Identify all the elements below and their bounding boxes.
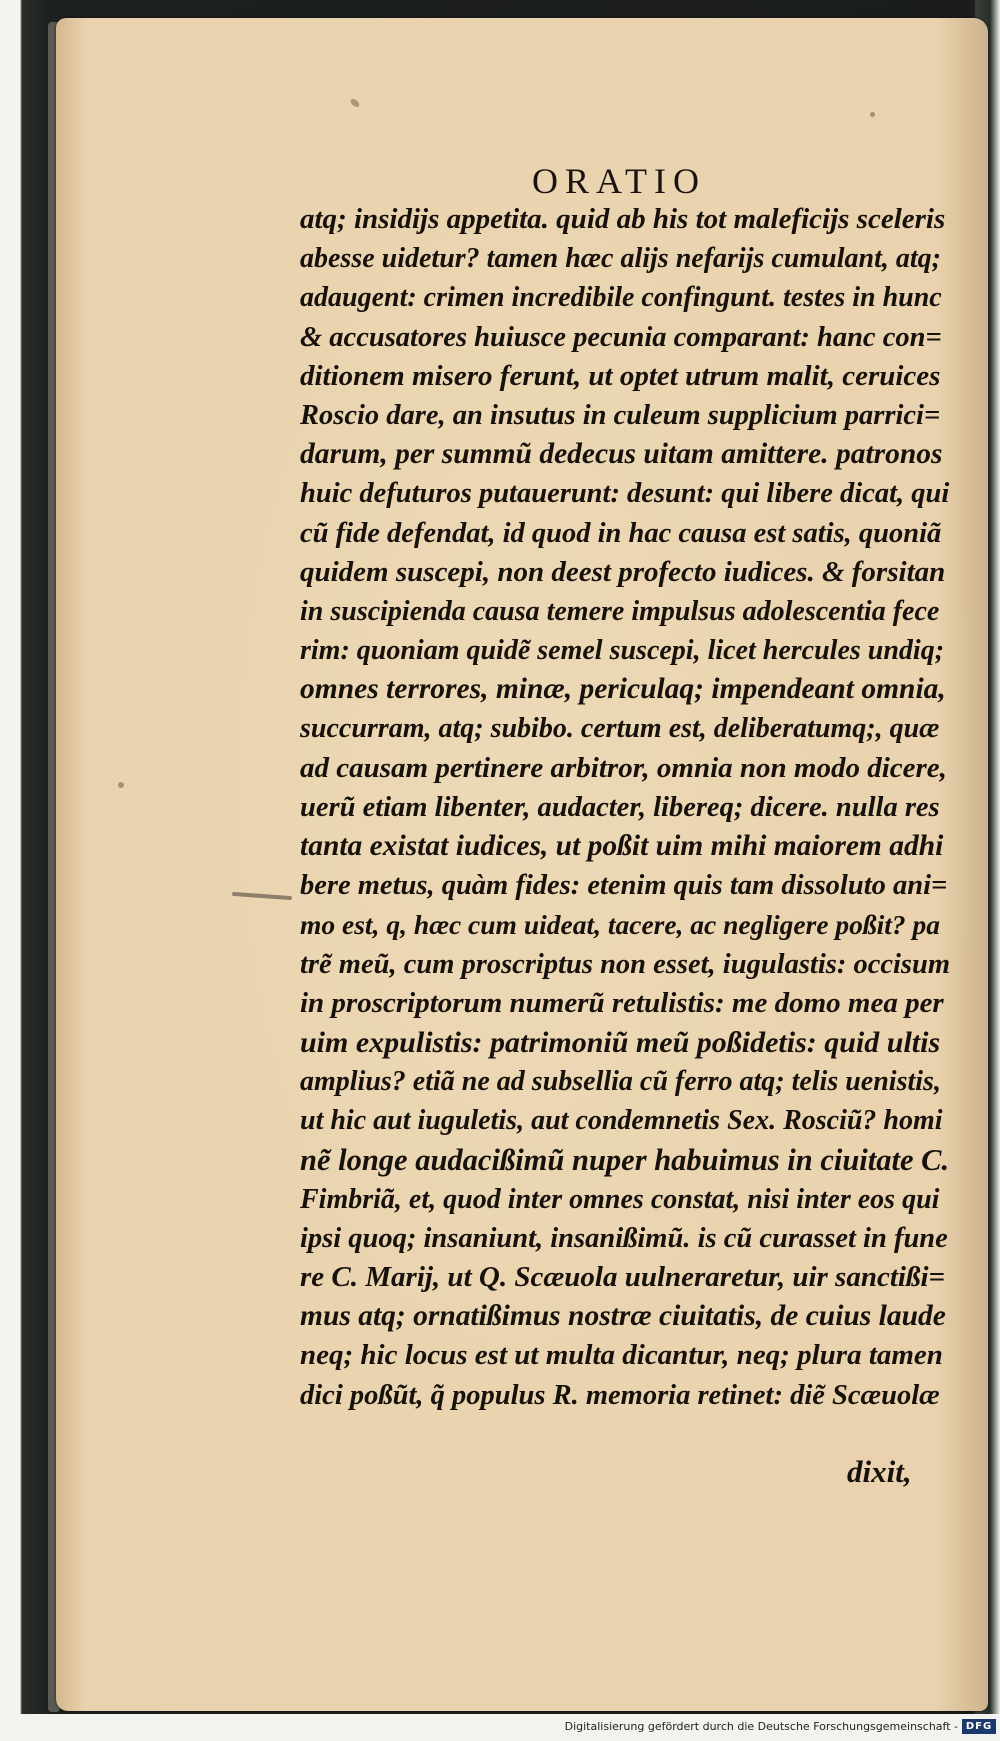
text-line: Roscio dare, an insutus in culeum supplicium parrici=	[300, 399, 941, 431]
body-text	[300, 200, 950, 1415]
text-line: omnes terrores, minæ, periculaq; impendeant omnia,	[300, 673, 946, 706]
text-line: ipsi quoq; insaniunt, insanißimũ. is cũ curasset in fune	[300, 1222, 948, 1254]
text-line: in suscipienda causa temere impulsus adolescentia fece	[300, 595, 940, 627]
text-line: abesse uidetur? tamen hæc alijs nefarijs cumulant, atq;	[300, 243, 941, 275]
running-head: ORATIO	[532, 161, 706, 201]
text-line: trẽ meũ, cum proscriptus non esset, iugulastis: occisum	[300, 948, 951, 980]
text-line: ditionem misero ferunt, ut optet utrum malit, ceruices	[300, 359, 941, 392]
text-line: ut hic aut iuguletis, aut condemnetis Sex. Rosciũ? homi	[300, 1105, 943, 1137]
text-line: huic defuturos putauerunt: desunt: qui libere dicat, qui	[300, 478, 950, 510]
text-line: tanta existat iudices, ut poßit uim mihi maiorem adhi	[300, 830, 944, 862]
funding-credit: Digitalisierung gefördert durch die Deutsche Forschungsgemeinschaft -	[564, 1720, 958, 1733]
text-line: adaugent: crimen incredibile confingunt. testes in hunc	[300, 282, 942, 314]
text-line: uerũ etiam libenter, audacter, libereq; dicere. nulla res	[300, 791, 940, 823]
text-line: rim: quoniam quidẽ semel suscepi, licet hercules undiq;	[300, 635, 945, 667]
text-line: darum, per summũ dedecus uitam amittere. patronos	[300, 438, 943, 471]
text-line: cũ fide defendat, id quod in hac causa est satis, quoniã	[300, 517, 942, 549]
page-stain	[870, 112, 875, 117]
text-line: ad causam pertinere arbitror, omnia non modo dicere,	[300, 751, 947, 784]
text-line: mus atq; ornatißimus nostræ ciuitatis, de cuius laude	[300, 1300, 946, 1333]
catchword: dixit,	[847, 1454, 912, 1489]
text-line: mo est, q, hæc cum uideat, tacere, ac negligere poßit? pa	[300, 909, 941, 941]
text-line: re C. Marij, ut Q. Scæuola uulneraretur, uir sanctißi=	[300, 1261, 946, 1294]
text-line: nẽ longe audacißimũ nuper habuimus in ciuitate C.	[300, 1142, 950, 1177]
page-stain	[118, 782, 124, 788]
text-line: Fimbriã, et, quod inter omnes constat, nisi inter eos qui	[300, 1183, 940, 1215]
dfg-logo: DFG	[962, 1719, 996, 1734]
text-line: in proscriptorum numerũ retulistis: me domo mea per	[300, 986, 944, 1019]
text-line: dici poßũt, q̃ populus R. memoria retinet: diẽ Scæuolæ	[300, 1379, 940, 1411]
text-line: neq; hic locus est ut multa dicantur, neq; plura tamen	[300, 1339, 943, 1372]
text-line: & accusatores huiusce pecunia comparant: hanc con=	[300, 321, 942, 353]
text-line: succurram, atq; subibo. certum est, deliberatumq;, quæ	[300, 713, 940, 745]
text-line: bere metus, quàm fides: etenim quis tam dissoluto ani=	[300, 870, 948, 902]
text-line: uim expulistis: patrimoniũ meũ poßidetis: quid ultis	[300, 1025, 941, 1059]
text-line: amplius? etiã ne ad subsellia cũ ferro atq; telis uenistis,	[300, 1066, 941, 1098]
text-line: quidem suscepi, non deest profecto iudices. & forsitan	[300, 555, 946, 588]
text-line: atq; insidijs appetita. quid ab his tot maleficijs sceleris	[300, 203, 946, 235]
